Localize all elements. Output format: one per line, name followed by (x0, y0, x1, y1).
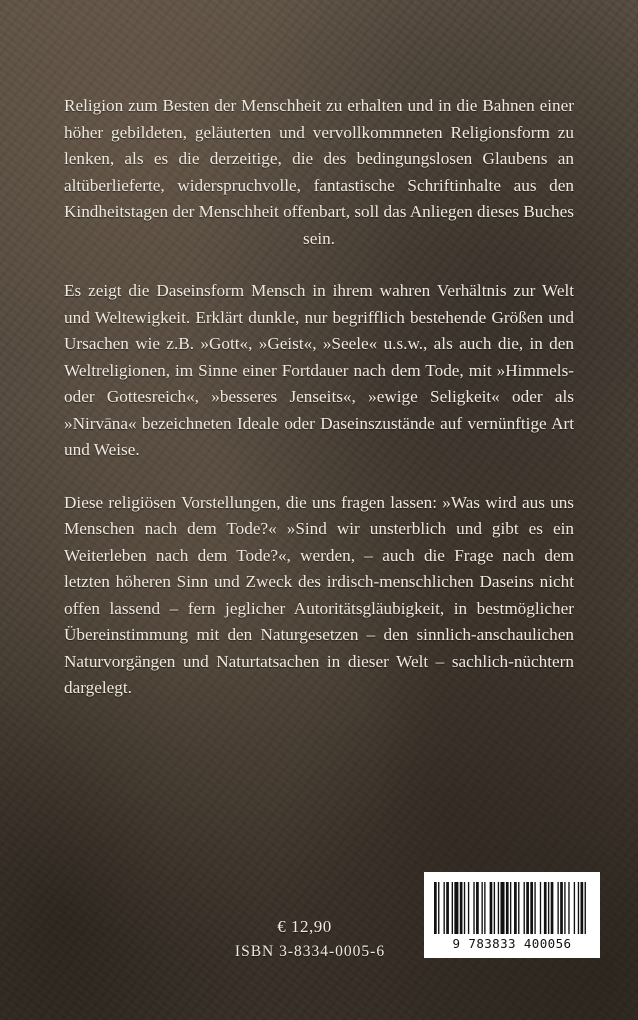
barcode-bar (452, 882, 453, 934)
barcode-bar (581, 882, 584, 934)
barcode-bar (518, 882, 519, 934)
barcode-bar (434, 882, 437, 934)
barcode-bar (498, 882, 499, 934)
barcode-bars-icon (434, 882, 590, 934)
barcode-bar (484, 882, 485, 934)
barcode-bar (454, 882, 458, 934)
blurb-paragraph-3: Diese religiösen Vorstellungen, die uns fragen lassen: »Was wird aus uns Menschen nach dem Tode?« »Sind wir unsterblich und gibt es ein Weiterleben nach dem Tode?«, werden, – auch die Frage nach dem letzten höheren Sinn und Zweck des irdisch-menschlichen Daseins nicht offen lassend – fern jeglicher Autoritätsgläubigkeit, in bestmöglicher Übereinstimmung mit den Naturgesetzen – den sinnlich-anschaulichen Naturvorgängen und Naturtatsachen in dieser Welt – sachlich-nüchtern dargelegt. (64, 492, 574, 697)
barcode-bar (530, 882, 533, 934)
barcode-bar (514, 882, 517, 934)
blurb-paragraph-2: Es zeigt die Daseinsform Mensch in ihrem wahren Verhältnis zur Welt und Weltewigkeit. Erklärt dunkle, nur begrifflich bestehende Größen und Ursachen wie z.B. »Gott«, »Geist«, »Seele« u.s.w., als auch die, in den Weltreligionen, im Sinne einer Fortdauer nach dem Tode, mit »Himmels- oder Gottesreich«, »besseres Jenseits«, »ewige Seligkeit« oder als »Nirvāna« bezeichneten Ideale oder Daseinszustände auf vernünftige Art und Weise. (64, 281, 574, 459)
barcode-bar (500, 882, 504, 934)
barcode-bar (446, 882, 449, 934)
barcode-bar (564, 882, 565, 934)
barcode-bar (526, 882, 529, 934)
barcode-digits: 9 783833 400056 (452, 936, 572, 951)
barcode-bar (468, 882, 469, 934)
barcode-bar (438, 882, 439, 934)
barcode-bar (473, 882, 474, 934)
barcode-bar (578, 882, 579, 934)
barcode-bar (560, 882, 563, 934)
barcode-bar (585, 882, 586, 934)
barcode-bar (494, 882, 495, 934)
blurb-paragraph-1-text: Religion zum Besten der Menschheit zu erhalten und in die Bahnen einer höher gebildeten, geläuterten und vervollkommneten Religionsform zu lenken, als es die derzeitige, die des bedingungslosen Glaubens an altüberlieferte, widerspruchvolle, fantastische Schriftinhalte aus den Kindheitstagen der Menschheit offenbart, soll das Anliegen dieses Buches (64, 96, 574, 221)
price-label: € 12,90 (277, 917, 332, 936)
barcode-bar (460, 882, 463, 934)
barcode-bar (464, 882, 465, 934)
barcode-bar (476, 882, 479, 934)
barcode-bar (506, 882, 509, 934)
isbn-label: ISBN 3-8334-0005-6 (234, 943, 386, 960)
barcode-bar (510, 882, 511, 934)
barcode-bar (524, 882, 525, 934)
barcode (424, 872, 600, 958)
back-cover-blurb (64, 93, 574, 702)
barcode-bar (490, 882, 493, 934)
barcode-bar (574, 882, 575, 934)
blurb-paragraph-1 (64, 93, 574, 252)
barcode-bar (540, 882, 541, 934)
barcode-bar (568, 882, 569, 934)
barcode-bar (548, 882, 549, 934)
barcode-bar (551, 882, 554, 934)
blurb-paragraph-1-end: sein. (303, 228, 335, 248)
barcode-bar (444, 882, 445, 934)
barcode-bar (544, 882, 547, 934)
barcode-bar (481, 882, 482, 934)
barcode-bar (557, 882, 558, 934)
barcode-bar (534, 882, 535, 934)
